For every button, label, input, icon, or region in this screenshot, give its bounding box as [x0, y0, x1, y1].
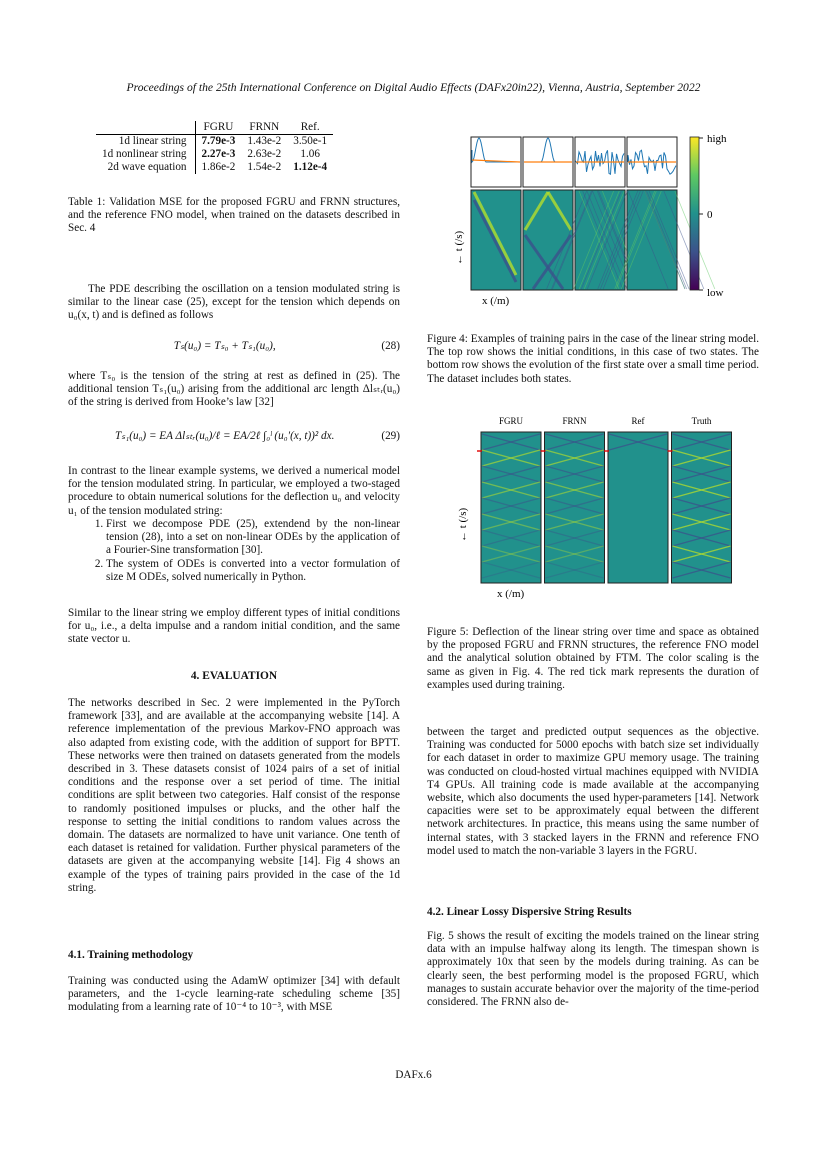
cell: 2.27e-3: [201, 148, 236, 160]
y-axis-label: ← t (/s): [457, 507, 469, 542]
x-axis-label: x (/m): [497, 588, 525, 600]
paragraph: The PDE describing the oscillation on a tension modulated string is similar to the linear case (25), except for the tension which depends on u₀(x, t) and is defined as follows: [68, 283, 400, 322]
figure-5: [440, 412, 760, 602]
figure-caption: Figure 5: Deflection of the linear string over time and space as obtained by the proposed FGRU and FRNN structures, the reference FNO model and the analytical solution obtained by FTM. The color scaling is the same as given in Fig. 4. The red tick mark represents the duration of examples used during training.: [427, 626, 759, 691]
subsection-heading: 4.2. Linear Lossy Dispersive String Results: [427, 906, 632, 918]
equation-number: (29): [381, 430, 400, 442]
table-row: [96, 161, 333, 174]
equation-body: Tₛ₁(u₀) = EA Δlₛₜᵣ(u₀)/ℓ = EA/2ℓ ∫₀ˡ (u₀′(x, t))² dx.: [114, 430, 335, 442]
figure-caption: Figure 4: Examples of training pairs in the case of the linear string model. The top row shows the initial conditions, in this case of two states. The bottom row shows the evolution of the first state over a small time period. The dataset includes both states.: [427, 333, 759, 385]
col-header: FRNN: [241, 121, 287, 135]
panel-title: FGRU: [498, 416, 524, 426]
subsection-heading: 4.1. Training methodology: [68, 949, 194, 961]
heatmap-panel: [608, 432, 668, 583]
cell: 1.43e-2: [247, 135, 282, 147]
cell: 1.86e-2: [201, 161, 236, 173]
paragraph: where Tₛ₀ is the tension of the string at rest as defined in (25). The additional tension Tₛ₁(u₀) arising from the additional arc length Δlₛₜᵣ(u₀) of the string is derived from Hooke’s law [32]: [68, 370, 400, 409]
paragraph: In contrast to the linear example systems, we derived a numerical model for the tension modulated string. In particular, we employed a two-staged procedure to obtain numerical solutions for the deflection u₀ and velocity u₁ of the tension modulated string:: [68, 465, 400, 517]
page-footer: DAFx.6: [395, 1069, 432, 1081]
cell: 2.63e-2: [247, 148, 282, 160]
row-label: 1d nonlinear string: [96, 148, 195, 161]
list-item: 1. First we decompose PDE (25), extendend by the non-linear tension (28), into a set on non-linear ODEs by the application of a Fourier-Sine transformation [30].: [106, 518, 400, 558]
colorbar-label-high: high: [707, 133, 727, 145]
cell: 3.50e-1: [293, 135, 328, 147]
equation-28: [68, 340, 400, 353]
panel-title: Ref: [631, 416, 645, 426]
col-header: Ref.: [287, 121, 333, 135]
cell: 1.06: [300, 148, 320, 160]
x-axis-label: x (/m): [482, 295, 510, 307]
paragraph: Similar to the linear string we employ different types of initial conditions for u₀, i.e., a delta impulse and a random initial condition, and the same state vector u.: [68, 607, 400, 646]
section-heading: 4. EVALUATION: [190, 670, 278, 682]
running-header: Proceedings of the 25th International Conference on Digital Audio Effects (DAFx20in22), Vienna, Austria, September 2022: [126, 81, 701, 94]
table-1: [96, 121, 333, 174]
y-axis-label: ← t (/s): [453, 230, 465, 265]
paragraph: Training was conducted using the AdamW optimizer [34] with default parameters, and the 1-cycle learning-rate scheduling scheme [35] modulating from a learning rate of 10⁻⁴ to 10⁻³, with MSE: [68, 975, 400, 1014]
equation-body: Tₛ(u₀) = Tₛ₀ + Tₛ₁(u₀),: [173, 340, 276, 352]
paragraph: Fig. 5 shows the result of exciting the models trained on the linear string data with an impulse halfway along its length. The timespan shown is approximately 10x that seen by the models during training. As can be clearly seen, the best performing model is the proposed FGRU, which manages to sustain accurate behavior over the majority of the time-period considered. The FRNN also de-: [427, 930, 759, 1009]
col-header: FGRU: [195, 121, 241, 135]
figure-4: [440, 125, 760, 310]
equation-29: [68, 430, 400, 443]
table-caption: Table 1: Validation MSE for the proposed FGRU and FRNN structures, and the reference FNO model, when trained on the datasets described in Sec. 4: [68, 196, 400, 235]
paragraph: between the target and predicted output sequences as the objective. Training was conducted for 5000 epochs with batch size set individually for each dataset in order to maximize GPU memory usage. The training was conducted on cloud-hosted virtual machines equipped with NVIDIA T4 GPUs. All training code is made available at the accompanying website, which also documents the used hyper-parameters [14]. Network capacities were set to be approximately equal between the different network architectures. In practice, this means using the same number of internal states, with 3 stacked layers in the FRNN and reference FNO model used to match the non-variable 3 layers in the FGRU.: [427, 726, 759, 857]
numbered-list: [68, 518, 400, 584]
paragraph: The networks described in Sec. 2 were implemented in the PyTorch framework [33], and are available at the accompanying website [14]. A reference implementation of the previous Markov-FNO approach was also adapted from existing code, with the addition of support for BPTT. These networks were then trained on datasets generated from the models described in 3. These datasets consist of 1024 pairs of a set of initial conditions and the response over a set period of time. The initial conditions are split between two categories. Half consist of the response to randomly positioned impulses or plucks, and the other half the response to setting the initial conditions to random values across the domain. The datasets are normalized to have unit variance. One tenth of each dataset is retained for validation. Further physical parameters of the datasets are given at the accompanying website [14]. Fig 4 shows an example of the types of training pairs provided in the case of the 1d string.: [68, 697, 400, 894]
colorbar-label-zero: 0: [707, 209, 713, 221]
row-label: 2d wave equation: [96, 161, 195, 174]
panel-title: FRNN: [562, 416, 587, 426]
table-row: [96, 148, 333, 161]
cell: 1.54e-2: [247, 161, 282, 173]
equation-number: (28): [381, 340, 400, 352]
panel-title: Truth: [691, 416, 712, 426]
list-item: 2. The system of ODEs is converted into a vector formulation of size M ODEs, solved numerically in Python.: [106, 558, 400, 584]
evolution-heatmap-panel: [523, 190, 573, 290]
cell: 7.79e-3: [201, 135, 236, 147]
colorbar: [690, 137, 699, 290]
row-label: 1d linear string: [96, 135, 195, 149]
table-row: [96, 135, 333, 149]
colorbar-label-low: low: [707, 287, 724, 299]
cell: 1.12e-4: [293, 161, 328, 173]
